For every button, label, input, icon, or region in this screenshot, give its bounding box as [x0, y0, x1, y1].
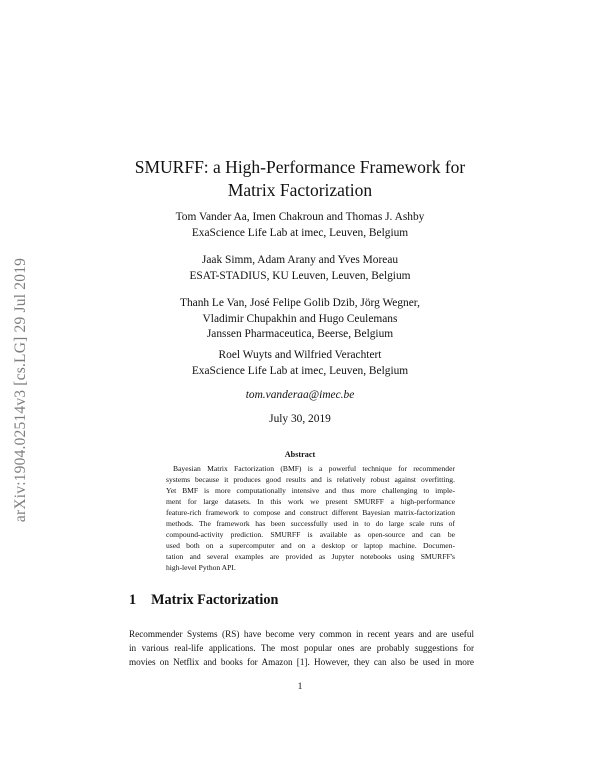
title-line-2: Matrix Factorization: [227, 180, 373, 200]
author-names: Vladimir Chupakhin and Hugo Ceulemans: [202, 312, 398, 325]
abstract-line: used both on a supercomputer and on a desktop or laptop machine. Documen-: [166, 541, 455, 550]
author-block-4: [0, 348, 600, 379]
abstract-line: Yet BMF is more computationally intensive and thus more challenging to imple-: [166, 486, 455, 495]
abstract-line: systems because it produces good results and is relatively robust against overfitting.: [166, 475, 455, 484]
abstract-line: tation and several examples are provided as Jupyter notebooks using SMURFF's: [166, 552, 455, 561]
author-affiliation: ExaScience Life Lab at imec, Leuven, Belgium: [191, 364, 409, 377]
paper-date: July 30, 2019: [269, 413, 331, 425]
abstract-line: high-level Python API.: [166, 563, 236, 572]
author-names: Jaak Simm, Adam Arany and Yves Moreau: [201, 254, 399, 266]
body-line: Recommender Systems (RS) have become very common in recent years and are useful: [129, 629, 474, 639]
author-names: Tom Vander Aa, Imen Chakroun and Thomas J. Ashby: [175, 211, 425, 223]
section-title: Matrix Factorization: [151, 592, 279, 608]
contact-email: tom.vanderaa@imec.be: [245, 389, 355, 401]
section-number: 1: [129, 592, 137, 608]
abstract-line: methods. The framework has been successfully used in to do large scale runs of: [166, 519, 455, 528]
author-block-2: [0, 253, 600, 284]
title-line-1: SMURFF: a High-Performance Framework for: [134, 157, 466, 177]
body-line: movies on Netflix and books for Amazon [1]. However, they can also be used in more: [129, 657, 474, 667]
author-affiliation: ESAT-STADIUS, KU Leuven, Leuven, Belgium: [189, 269, 411, 282]
author-affiliation: Janssen Pharmaceutica, Beerse, Belgium: [206, 328, 394, 340]
author-names: Thanh Le Van, José Felipe Golib Dzib, Jörg Wegner,: [179, 297, 420, 309]
section-heading: [129, 592, 278, 609]
page-number: 1: [297, 681, 303, 692]
abstract-line: Bayesian Matrix Factorization (BMF) is a powerful technique for recommender: [173, 464, 455, 473]
abstract-line: compound-activity prediction. SMURFF is available as open-source and can be: [166, 530, 455, 539]
abstract-line: feature-rich framework to compose and construct different Bayesian matrix-factorization: [166, 508, 455, 517]
author-affiliation: ExaScience Life Lab at imec, Leuven, Belgium: [191, 226, 409, 239]
author-block-3: [0, 296, 600, 343]
abstract-heading: Abstract: [284, 450, 316, 459]
body-line: in various real-life applications. The most popular ones are probably suggestions for: [129, 643, 474, 653]
paper-title: [0, 156, 600, 202]
author-block-1: [0, 210, 600, 241]
arxiv-identifier-text: arXiv:1904.02514v3 [cs.LG] 29 Jul 2019: [12, 257, 29, 523]
author-names: Roel Wuyts and Wilfried Verachtert: [218, 349, 382, 361]
abstract-line: ment for large datasets. In this work we present SMURFF a high-performance: [166, 497, 455, 506]
